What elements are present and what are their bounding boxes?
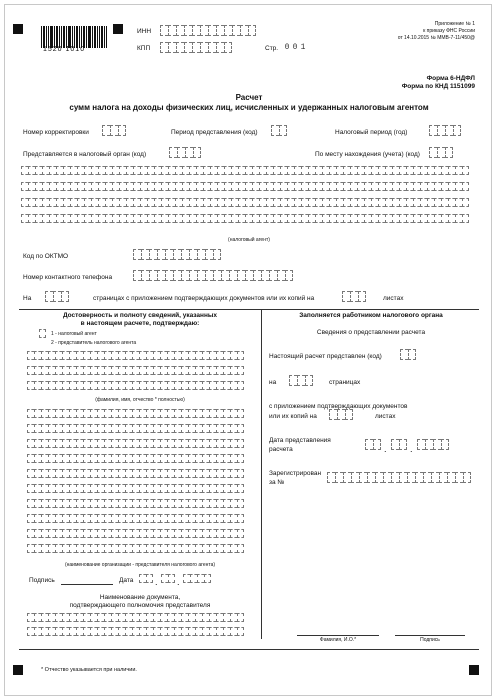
left-heading: Достоверность и полноту сведений, указанных (62, 312, 218, 319)
right-on-label: на (269, 379, 277, 386)
sheets-count-field[interactable] (342, 291, 366, 302)
submit-date-label: расчета (269, 446, 293, 453)
knd-code: Форма по КНД 1151099 (401, 83, 475, 90)
location-field[interactable] (429, 147, 453, 158)
option-1: 1 - налоговый агент (51, 331, 97, 337)
oktmo-field[interactable] (133, 249, 221, 260)
org-name-row[interactable] (27, 529, 244, 538)
tax-agent-row[interactable] (21, 182, 469, 191)
signer-type-field[interactable] (39, 329, 46, 338)
barcode (41, 26, 108, 48)
submit-date-label: Дата представления (269, 437, 331, 444)
inn-field[interactable] (160, 25, 256, 36)
tax-agent-row[interactable] (21, 198, 469, 207)
corner-marker (469, 665, 479, 675)
page-label: Стр. (265, 45, 279, 52)
section-divider (19, 309, 479, 310)
title-line: сумм налога на доходы физических лиц, исчисленных и удержанных налоговым агентом (69, 103, 429, 112)
date-separator: . (155, 577, 158, 587)
title-line: Расчет (235, 93, 263, 102)
pages-count-field[interactable] (45, 291, 69, 302)
org-caption: (наименование организации - представителя налогового агента) (64, 562, 216, 568)
registered-label: Зарегистрирован (269, 470, 322, 477)
submit-date-month[interactable] (391, 439, 407, 450)
org-name-row[interactable] (27, 469, 244, 478)
tax-authority-label: Представляется в налоговый орган (код) (23, 151, 147, 158)
oktmo-label: Код по ОКТМО (23, 253, 69, 260)
pages-text: страницах с приложением подтверждающих документов или их копий на (93, 295, 315, 302)
doc-label: Наименование документа, (99, 594, 181, 601)
official-name-caption: Фамилия, И.О.* (319, 637, 357, 643)
sign-date-year[interactable] (183, 574, 211, 583)
option-2: 2 - представитель налогового агента (51, 340, 137, 346)
right-pages-field[interactable] (289, 375, 313, 386)
sign-date-day[interactable] (139, 574, 153, 583)
signature-label: Подпись (29, 577, 55, 584)
submit-date-year[interactable] (417, 439, 449, 450)
corner-marker (13, 665, 23, 675)
barcode-number: 1520 1010 (43, 46, 86, 53)
page-digit: 0 (292, 43, 298, 52)
right-subheading: Сведения о представлении расчета (316, 329, 426, 336)
official-signature-caption: Подпись (420, 637, 440, 643)
tax-agent-caption: (налоговый агент) (228, 237, 270, 243)
right-sheets-field[interactable] (329, 409, 353, 420)
page-number-field[interactable] (283, 42, 307, 53)
org-name-row[interactable] (27, 454, 244, 463)
right-heading: Заполняется работником налогового органа (299, 312, 443, 319)
tax-form-page (4, 4, 492, 696)
appendix-line: к приказу ФНС России (423, 28, 475, 34)
doc-name-row[interactable] (27, 627, 244, 636)
name-caption: (фамилия, имя, отчество * полностью) (95, 397, 185, 403)
inn-label: ИНН (137, 28, 152, 35)
appendix-line: Приложение № 1 (434, 21, 475, 27)
tax-agent-row[interactable] (21, 166, 469, 175)
phone-field[interactable] (133, 270, 293, 281)
tax-period-field[interactable] (429, 125, 461, 136)
tax-authority-field[interactable] (169, 147, 201, 158)
org-name-row[interactable] (27, 544, 244, 553)
correction-number-label: Номер корректировки (23, 129, 89, 136)
phone-label: Номер контактного телефона (23, 274, 113, 281)
page-digit: 1 (300, 43, 306, 52)
org-name-row[interactable] (27, 484, 244, 493)
period-label: Период представления (код) (171, 129, 258, 136)
form-name: Форма 6-НДФЛ (426, 75, 475, 82)
attachment-label: с приложением подтверждающих документов (269, 403, 408, 410)
doc-label: подтверждающего полномочия представителя (69, 602, 211, 609)
registration-number-field[interactable] (327, 472, 471, 483)
org-name-row[interactable] (27, 439, 244, 448)
kpp-label: КПП (137, 45, 151, 52)
tax-agent-row[interactable] (21, 214, 469, 223)
signer-name-row[interactable] (27, 366, 244, 375)
right-pages-label: страницах (329, 379, 361, 386)
org-name-row[interactable] (27, 424, 244, 433)
date-separator: . (384, 444, 387, 454)
doc-name-row[interactable] (27, 613, 244, 622)
date-label: Дата (119, 577, 134, 584)
date-separator: . (177, 577, 180, 587)
signer-name-row[interactable] (27, 351, 244, 360)
correction-number-field[interactable] (102, 125, 126, 136)
official-signature-line (395, 635, 465, 636)
page-digit: 0 (284, 43, 290, 52)
attachment-label: или их копий на (269, 413, 317, 420)
sheets-label: листах (383, 295, 404, 302)
footnote: * Отчество указывается при наличии. (41, 667, 137, 673)
submitted-code-field[interactable] (400, 349, 416, 360)
org-name-row[interactable] (27, 514, 244, 523)
date-separator: . (410, 444, 413, 454)
kpp-field[interactable] (160, 42, 232, 53)
submitted-code-label: Настоящий расчет представлен (код) (269, 353, 382, 360)
official-name-line (297, 635, 379, 636)
signer-name-row[interactable] (27, 381, 244, 390)
on-label: На (23, 295, 32, 302)
period-field[interactable] (271, 125, 287, 136)
submit-date-day[interactable] (365, 439, 381, 450)
left-heading: в настоящем расчете, подтверждаю: (80, 320, 200, 327)
right-sheets-label: листах (375, 413, 396, 420)
org-name-row[interactable] (27, 409, 244, 418)
appendix-line: от 14.10.2015 № ММВ-7-11/450@ (397, 35, 475, 41)
org-name-row[interactable] (27, 499, 244, 508)
column-divider (261, 309, 262, 639)
corner-marker (13, 24, 23, 34)
location-label: По месту нахождения (учета) (код) (315, 151, 420, 158)
sign-date-month[interactable] (161, 574, 175, 583)
footnote-divider (19, 649, 479, 650)
signature-line (61, 584, 113, 585)
tax-period-label: Налоговый период (год) (335, 129, 408, 136)
registered-label: за № (269, 479, 285, 486)
form-title (5, 93, 493, 113)
corner-marker (113, 24, 123, 34)
